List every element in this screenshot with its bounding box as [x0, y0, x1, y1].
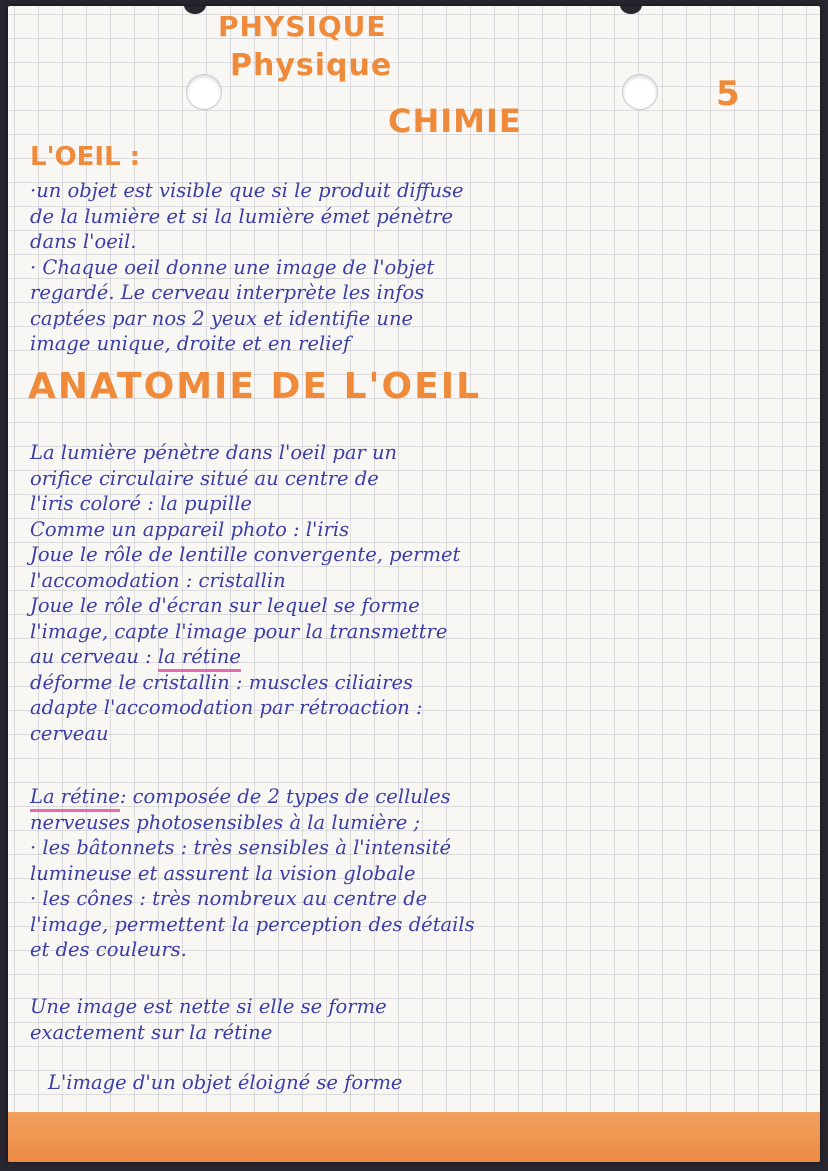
note-line: déforme le cristallin : muscles ciliaires: [30, 670, 414, 694]
note-line: de la lumière et si la lumière émet pénètre: [30, 204, 454, 228]
punch-hole: [622, 74, 658, 110]
oeil-notes: [30, 178, 810, 357]
note-line: La lumière pénètre dans l'oeil par un: [30, 441, 398, 464]
notebook-page: [8, 6, 820, 1162]
note-line: l'image, capte l'image pour la transmettre: [30, 619, 448, 643]
note-line: Joue le rôle d'écran sur lequel se forme: [30, 594, 420, 617]
note-line: cerveau: [30, 721, 109, 745]
note-line: L'image d'un objet éloigné se forme: [48, 1071, 403, 1094]
note-line: · les bâtonnets : très sensibles à l'intensité: [30, 836, 452, 859]
note-line: regardé. Le cerveau interprète les infos: [30, 281, 425, 304]
section-heading-oeil: L'OEIL :: [30, 142, 141, 172]
orange-bottom-strip: [8, 1112, 820, 1162]
note-line: l'image, permettent la perception des détails: [30, 912, 475, 936]
subject-title: PHYSIQUE: [218, 10, 387, 43]
note-line: l'iris coloré : la pupille: [30, 492, 252, 515]
note-fragment: : composée de 2 types de cellules: [119, 785, 451, 808]
nette-notes: [30, 994, 810, 1045]
note-line: [30, 644, 810, 670]
note-line: lumineuse et assurent la vision globale: [30, 861, 416, 885]
note-line: [30, 784, 810, 810]
note-line: exactement sur la rétine: [30, 1020, 273, 1044]
note-line: captées par nos 2 yeux et identifie une: [30, 306, 414, 330]
note-line: dans l'oeil.: [30, 230, 137, 253]
binder-mark: [620, 6, 642, 14]
retine-term-underlined: la rétine: [158, 645, 241, 672]
note-line: adapte l'accomodation par rétroaction :: [30, 696, 423, 719]
subject-title: Physique: [230, 48, 393, 83]
note-line: orifice circulaire situé au centre de: [30, 466, 379, 490]
note-fragment: au cerveau :: [30, 645, 158, 668]
eloigne-notes: [48, 1070, 820, 1096]
note-line: · les cônes : très nombreux au centre de: [30, 887, 428, 910]
note-line: Comme un appareil photo : l'iris: [30, 517, 350, 541]
punch-hole: [186, 74, 222, 110]
note-line: l'accomodation : cristallin: [30, 568, 286, 592]
anatomie-notes: [30, 440, 810, 746]
binder-mark: [184, 6, 206, 14]
note-line: nerveuses photosensibles à la lumière ;: [30, 810, 421, 834]
section-heading-anatomie: ANATOMIE DE L'OEIL: [28, 366, 482, 407]
note-line: · Chaque oeil donne une image de l'objet: [30, 255, 435, 279]
note-line: image unique, droite et en relief: [30, 332, 351, 355]
subject-title: CHIMIE: [388, 102, 522, 140]
retine-notes: [30, 784, 810, 963]
note-line: et des couleurs.: [30, 938, 187, 961]
note-line: ·un objet est visible que si le produit diffuse: [30, 179, 464, 202]
note-line: Une image est nette si elle se forme: [30, 995, 387, 1018]
retine-heading-underlined: La rétine: [30, 785, 120, 812]
page-number: 5: [716, 74, 740, 114]
note-line: Joue le rôle de lentille convergente, permet: [30, 543, 461, 566]
